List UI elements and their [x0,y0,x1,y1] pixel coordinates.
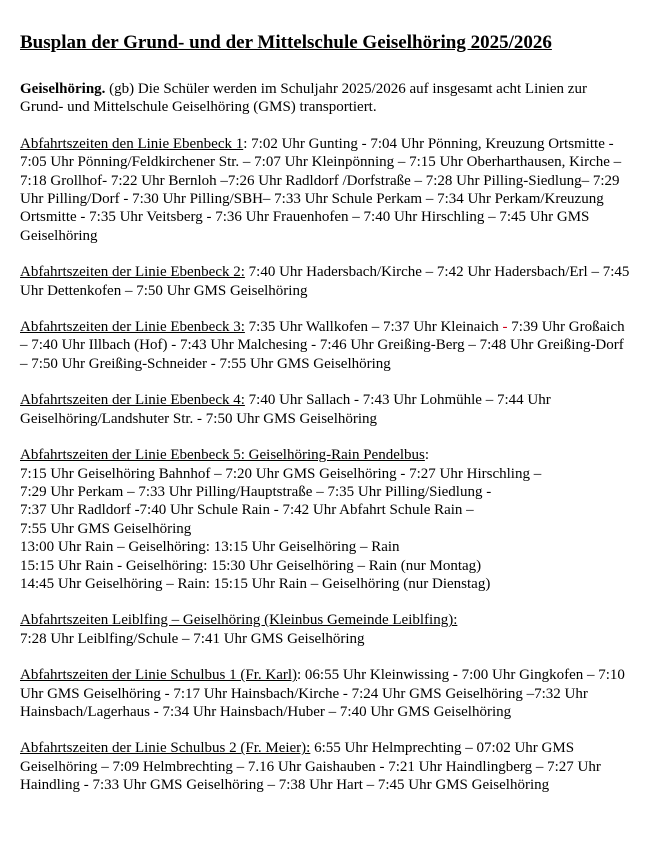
line4-paragraph [20,391,631,428]
line2-text: 7:40 Uhr Hadersbach/Kirche – 7:42 Uhr Hadersbach/Erl – 7:45 Uhr Dettenkofen – 7:50 Uhr GMS Geiselhöring [20,264,630,299]
line5-row: 7:29 Uhr Perkam – 7:33 Uhr Pilling/Hauptstraße – 7:35 Uhr Pilling/Siedlung - [20,483,492,500]
schulbus1-heading: Abfahrtszeiten der Linie Schulbus 1 (Fr. Karl) [20,667,298,684]
line5-heading: Abfahrtszeiten der Linie Ebenbeck 5: Geiselhöring-Rain Pendelbus [20,447,425,464]
line1-heading: Abfahrtszeiten den Linie Ebenbeck 1 [20,135,244,152]
intro-place: Geiselhöring. [20,81,106,97]
line3-text-a: 7:35 Uhr Wallkofen – 7:37 Uhr Kleinaich [244,319,503,336]
line5-row: 7:55 Uhr GMS Geiselhöring [20,520,192,537]
line2-paragraph [20,263,631,300]
line4-heading: Abfahrtszeiten der Linie Ebenbeck 4: [20,392,245,409]
line1-text: : 7:02 Uhr Gunting - 7:04 Uhr Pönning, Kreuzung Ortsmitte - 7:05 Uhr Pönning/Feldkirchener Str. – 7:07 Uhr Kleinpönning – 7:15 Uhr Oberharthausen, Kirche – 7:18 Grollhof- 7:22 Uhr Bernloh –7:26 Uhr Radldorf /Dorfstraße – 7:28 Uhr Pilling-Siedlung– 7:29 Uhr Pilling/Dorf - 7:30 Uhr Pilling/SBH– 7:33 Uhr Schule Perkam – 7:34 Uhr Perkam/Kreuzung Ortsmitte - 7:35 Uhr Veitsberg - 7:36 Uhr Frauenhofen – 7:40 Uhr Hirschling – 7:45 Uhr GMS Geiselhöring [20,135,622,244]
line5-paragraph [20,446,631,593]
schulbus2-text: 6:55 Uhr Helmprechting – 07:02 Uhr GMS Geiselhöring – 7:09 Helmbrechting – 7.16 Uhr Gaishauben - 7:21 Uhr Haindlingberg – 7:27 Uhr Haindling - 7:33 Uhr GMS Geiselhöring – 7:38 Uhr Hart – 7:45 Uhr GMS Geiselhöring [20,740,601,794]
line2-heading: Abfahrtszeiten der Linie Ebenbeck 2: [20,264,245,281]
line3-text-b: 7:39 Uhr Großaich – 7:40 Uhr Illbach (Hof) - 7:43 Uhr Malchesing - 7:46 Uhr Greißing-Berg – 7:48 Uhr Greißing-Dorf – 7:50 Uhr Greißing-Schneider - 7:55 Uhr GMS Geiselhöring [20,319,625,372]
line5-row: 15:15 Uhr Rain - Geiselhöring: 15:30 Uhr Geiselhöring – Rain (nur Montag) [20,557,482,574]
intro-paragraph [20,80,631,117]
leiblfing-text: 7:28 Uhr Leiblfing/Schule – 7:41 Uhr GMS Geiselhöring [20,630,365,647]
schulbus2-heading: Abfahrtszeiten der Linie Schulbus 2 (Fr. Meier): [20,740,311,757]
leiblfing-paragraph [20,611,631,648]
line1-paragraph [20,135,631,245]
intro-text: (gb) Die Schüler werden im Schuljahr 2025/2026 auf insgesamt acht Linien zur Grund- und Mittelschule Geiselhöring (GMS) transportiert. [20,81,587,116]
schulbus1-text: : 06:55 Uhr Kleinwissing - 7:00 Uhr Gingkofen – 7:10 Uhr GMS Geiselhöring - 7:17 Uhr Hainsbach/Kirche - 7:24 Uhr GMS Geiselhöring –7:32 Uhr Hainsbach/Lagerhaus - 7:34 Uhr Hainsbach/Huber – 7:40 Uhr GMS Geiselhöring [20,667,625,720]
line5-row: 13:00 Uhr Rain – Geiselhöring: 13:15 Uhr Geiselhöring – Rain [20,539,400,556]
line5-colon: : [424,447,430,464]
line5-row: 7:15 Uhr Geiselhöring Bahnhof – 7:20 Uhr GMS Geiselhöring - 7:27 Uhr Hirschling – [20,465,542,482]
line3-heading: Abfahrtszeiten der Linie Ebenbeck 3: [20,319,245,336]
document-title: Busplan der Grund- und der Mittelschule Geiselhöring 2025/2026 [20,32,552,53]
line5-row: 14:45 Uhr Geiselhöring – Rain: 15:15 Uhr Rain – Geiselhöring (nur Dienstag) [20,575,491,592]
leiblfing-heading: Abfahrtszeiten Leiblfing – Geiselhöring (Kleinbus Gemeinde Leiblfing): [20,612,458,629]
line4-text: 7:40 Uhr Sallach - 7:43 Uhr Lohmühle – 7:44 Uhr Geiselhöring/Landshuter Str. - 7:50 Uhr GMS Geiselhöring [20,392,551,427]
schulbus2-paragraph [20,739,631,794]
line3-paragraph [20,318,631,373]
schulbus1-paragraph [20,666,631,721]
line3-red-dash: - [502,319,508,336]
line5-row: 7:37 Uhr Radldorf -7:40 Uhr Schule Rain - 7:42 Uhr Abfahrt Schule Rain – [20,502,474,519]
